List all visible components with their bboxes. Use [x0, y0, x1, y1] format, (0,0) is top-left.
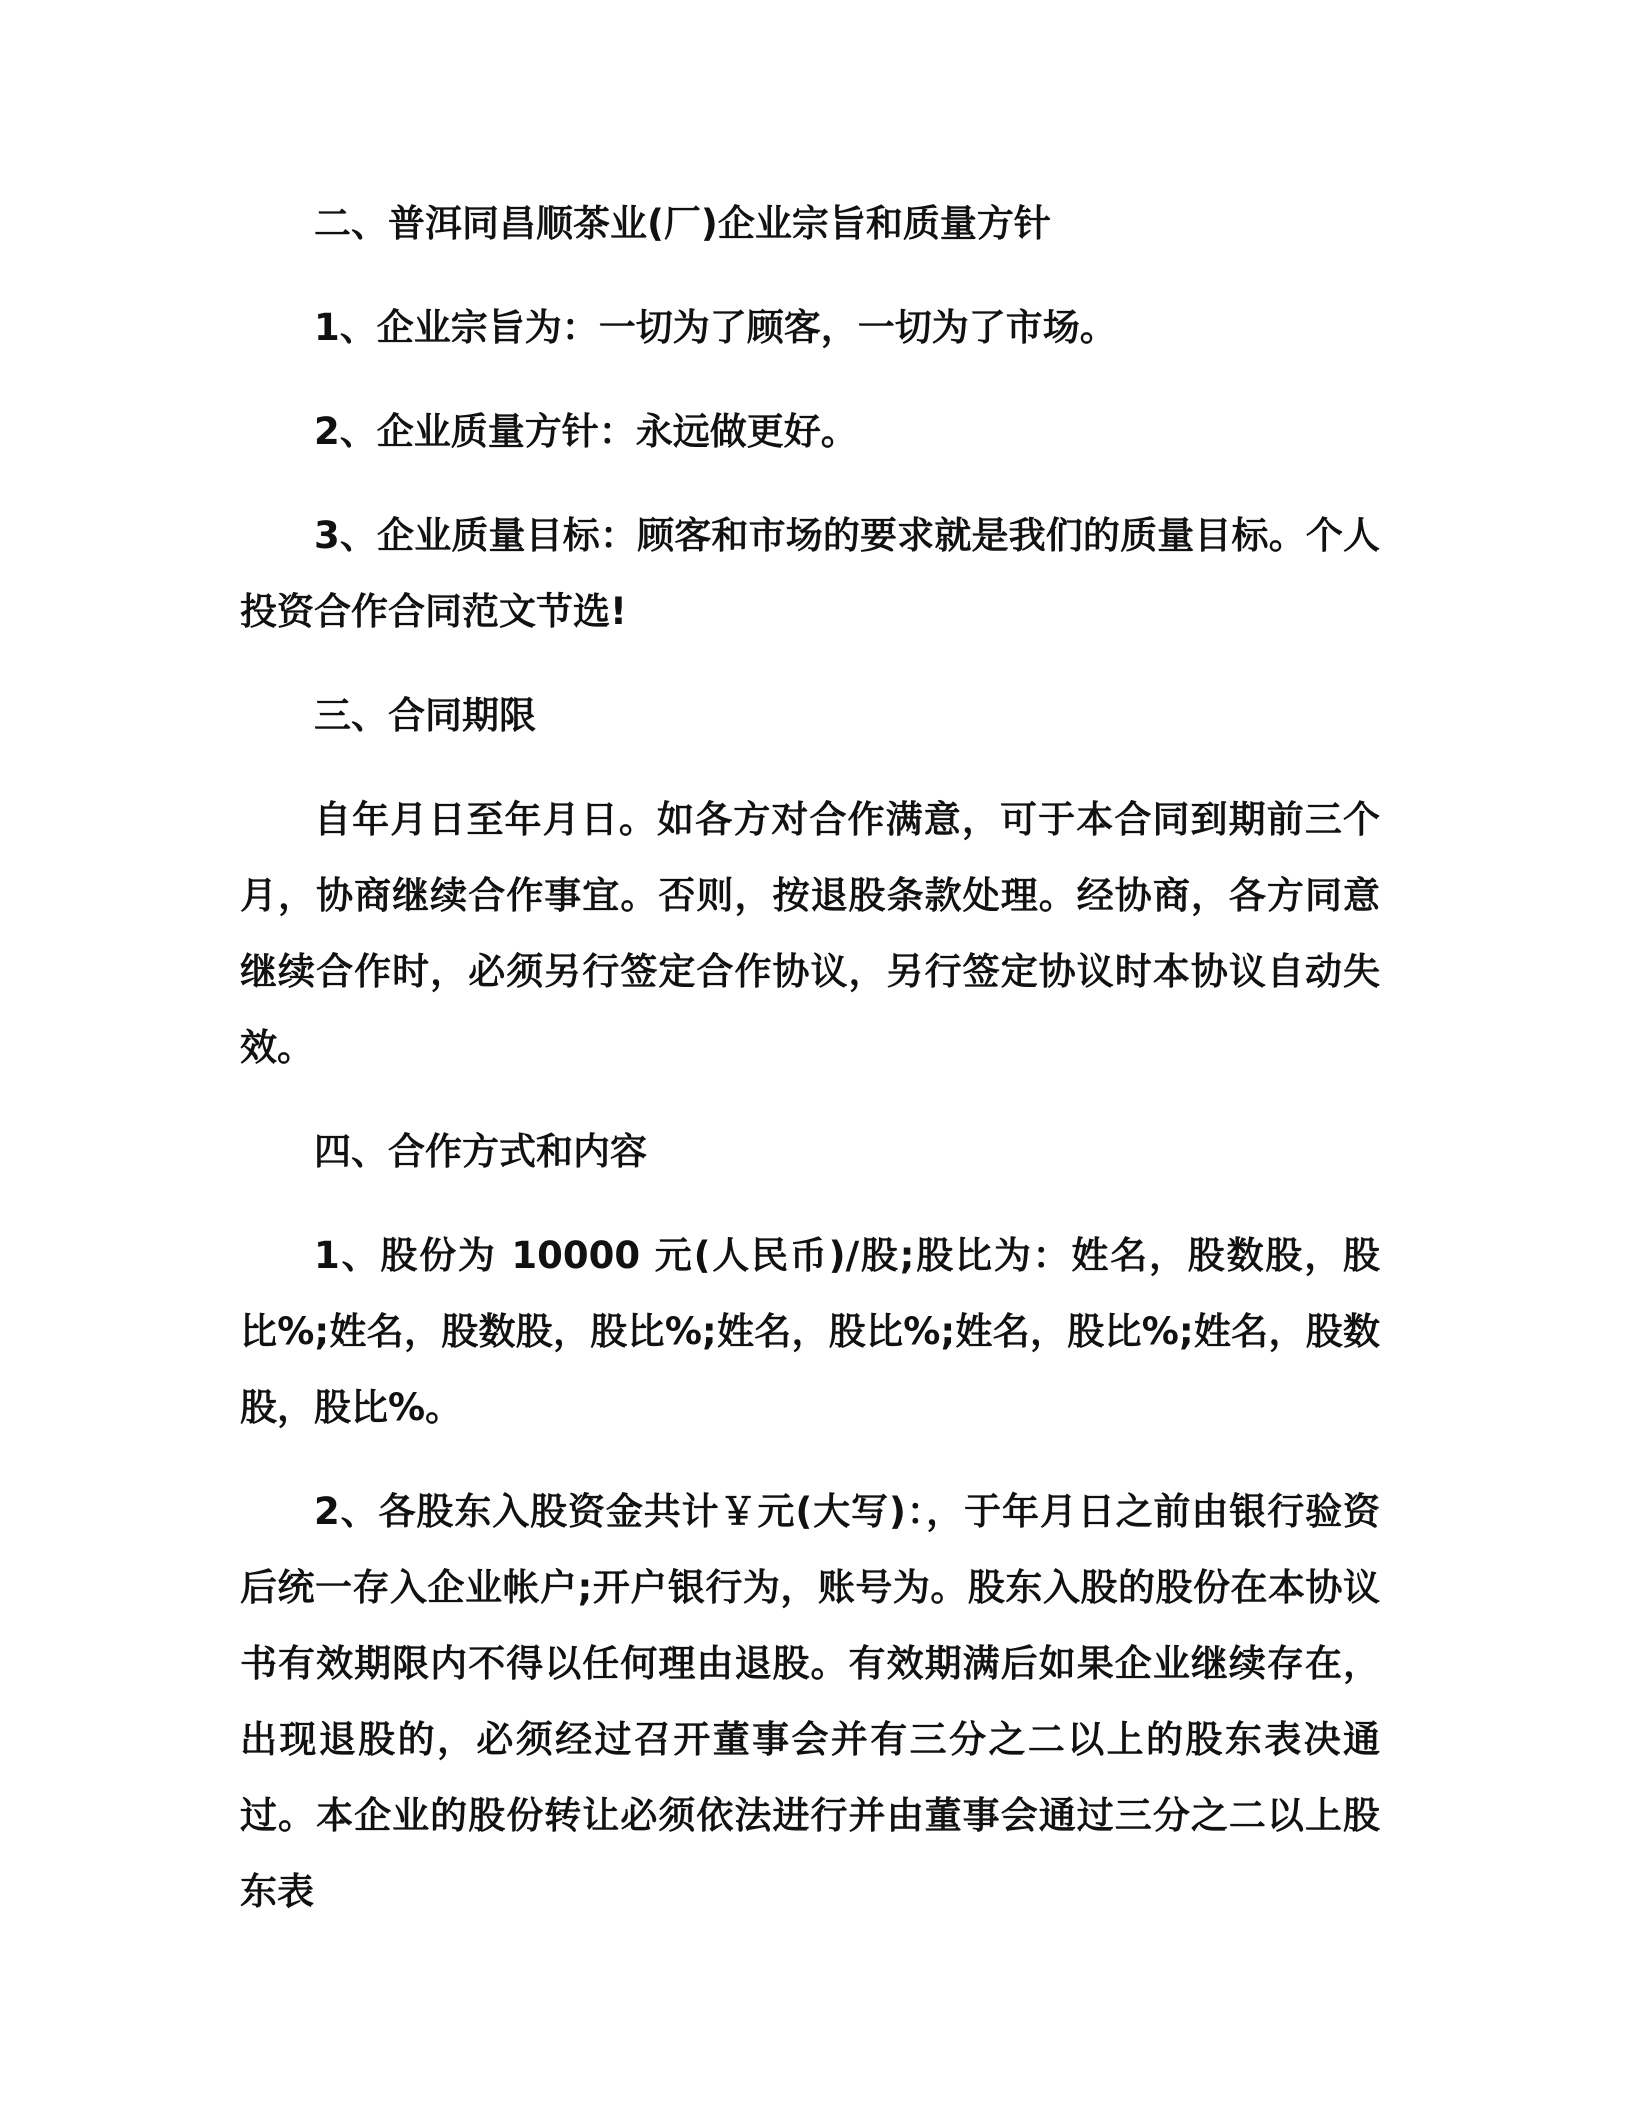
paragraph-quality-target: 3、企业质量目标：顾客和市场的要求就是我们的质量目标。个人投资合作合同范文节选!: [240, 514, 1380, 633]
paragraph-contract-term: 自年月日至年月日。如各方对合作满意，可于本合同到期前三个月，协商继续合作事宜。否则，按退股条款处理。经协商，各方同意继续合作时，必须另行签定合作协议，另行签定协议时本协议自动失效。: [240, 798, 1380, 1069]
section-heading-3: 三、合同期限: [314, 694, 536, 737]
paragraph-quality-policy: 2、企业质量方针：永远做更好。: [314, 410, 858, 453]
paragraph-share-ratio: 1、股份为 10000 元(人民币)/股;股比为：姓名，股数股，股比%;姓名，股数股，股比%;姓名，股比%;姓名，股比%;姓名，股数股，股比%。: [240, 1234, 1380, 1429]
paragraph-enterprise-purpose: 1、企业宗旨为：一切为了顾客，一切为了市场。: [314, 306, 1117, 349]
paragraph-capital-contribution: 2、各股东入股资金共计￥元(大写)：，于年月日之前由银行验资后统一存入企业帐户;开户银行为，账号为。股东入股的股份在本协议书有效期限内不得以任何理由退股。有效期满后如果企业继续存在，出现退股的，必须经过召开董事会并有三分之二以上的股东表决通过。本企业的股份转让必须依法进行并由董事会通过三分之二以上股东表: [240, 1490, 1380, 1913]
section-heading-2: 二、普洱同昌顺茶业(厂)企业宗旨和质量方针: [314, 202, 1051, 245]
section-heading-4: 四、合作方式和内容: [314, 1130, 647, 1173]
document-page: [240, 186, 1380, 1930]
